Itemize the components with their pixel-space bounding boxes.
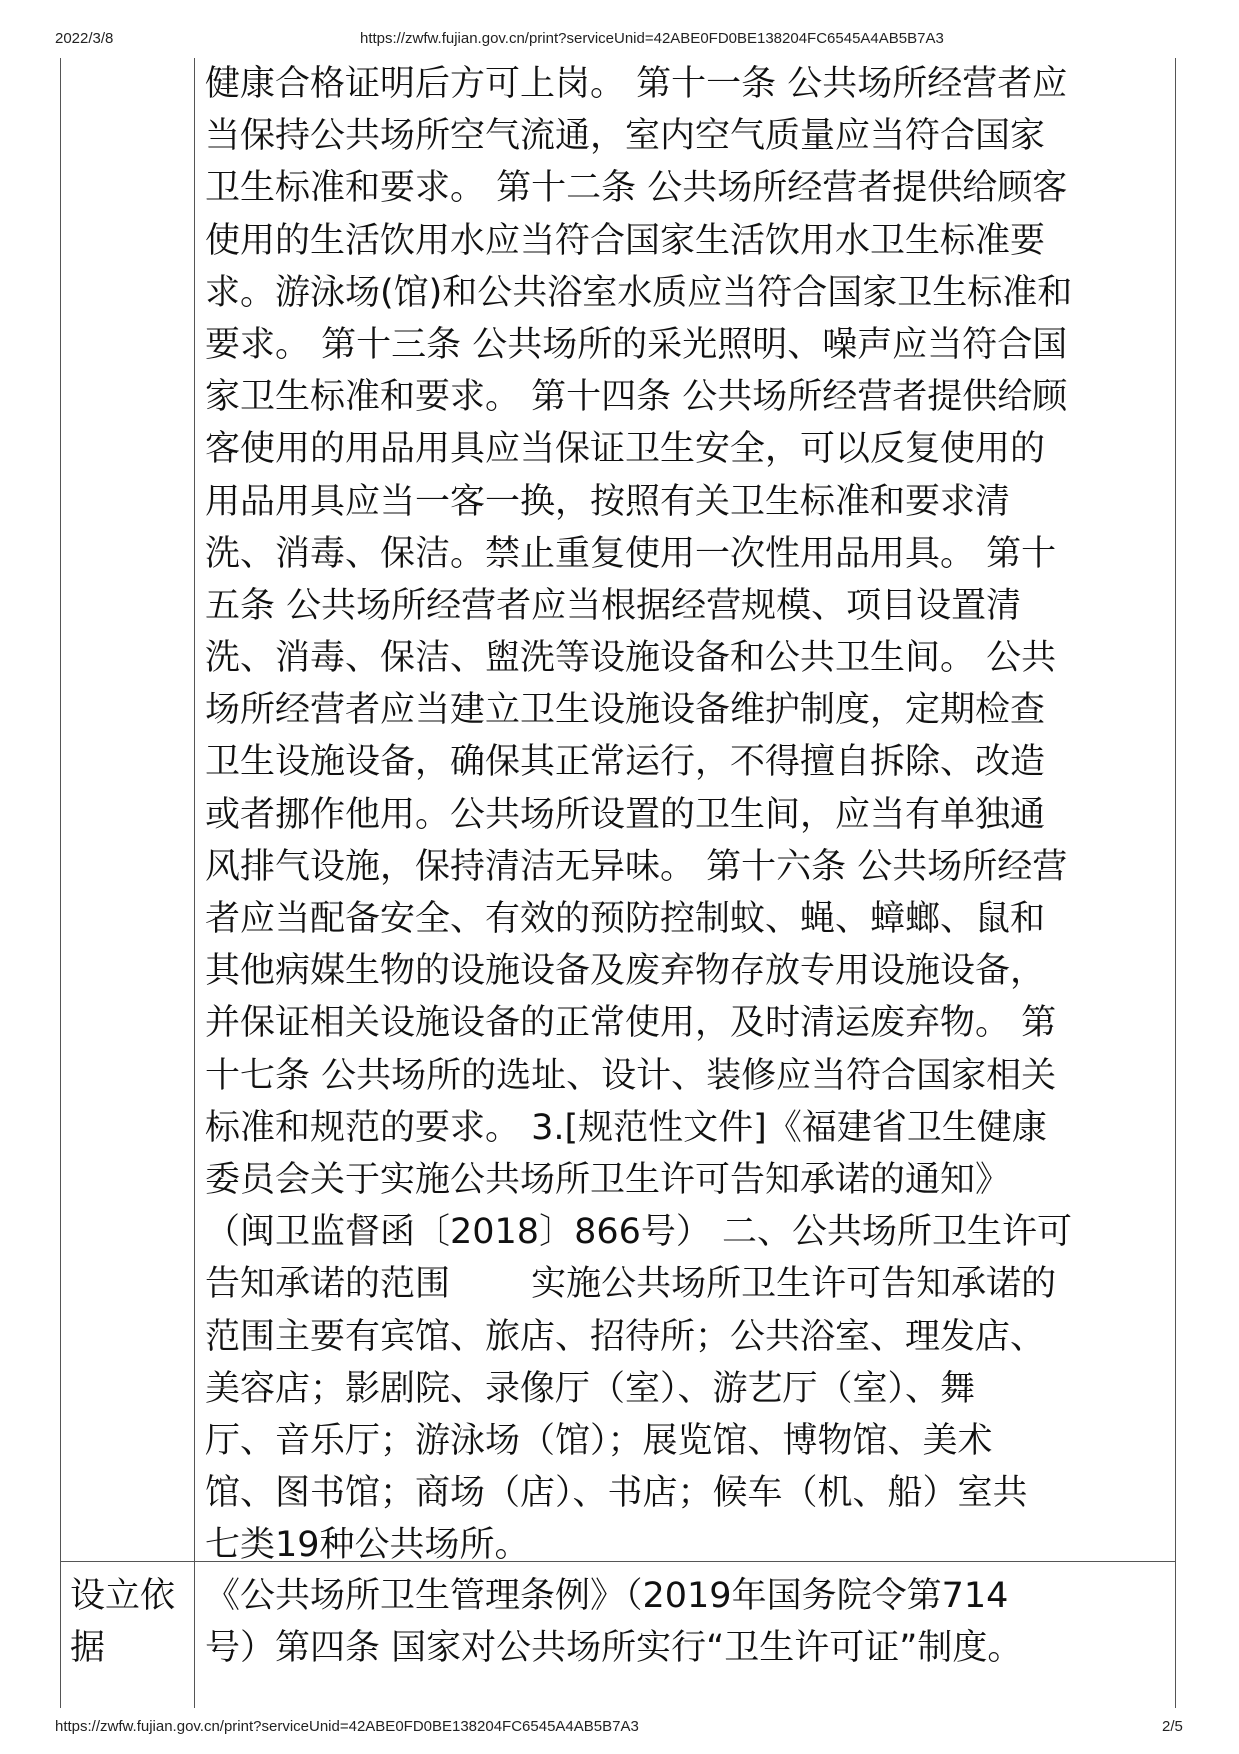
- text-line: 告知承诺的范围 实施公共场所卫生许可告知承诺的: [205, 1264, 1057, 1305]
- text-line: 并保证相关设施设备的正常使用，及时清运废弃物。 第: [205, 1003, 1057, 1044]
- text-line: 用品用具应当一客一换，按照有关卫生标准和要求清: [205, 481, 1011, 522]
- text-line: 洗、消毒、保洁、盥洗等设施设备和公共卫生间。 公共: [205, 638, 1057, 679]
- text-line: 范围主要有宾馆、旅店、招待所；公共浴室、理发店、: [205, 1316, 1046, 1357]
- header-url: https://zwfw.fujian.gov.cn/print?serviceUnid=42ABE0FD0BE138204FC6545A4AB5B7A3: [360, 30, 944, 47]
- text-line: 求。游泳场(馆)和公共浴室水质应当符合国家卫生标准和: [205, 272, 1073, 313]
- text-line: 洗、消毒、保洁。禁止重复使用一次性用品用具。 第十: [205, 533, 1057, 574]
- table-border-right: [1175, 58, 1176, 1708]
- basis-label-line: 据: [70, 1628, 106, 1668]
- table-border-left: [60, 58, 61, 1708]
- text-line: 标准和规范的要求。 3.[规范性文件]《福建省卫生健康: [205, 1107, 1047, 1148]
- text-line: 五条 公共场所经营者应当根据经营规模、项目设置清: [205, 585, 1022, 626]
- basis-content: [205, 1570, 1170, 1674]
- text-line: （闽卫监督函〔2018〕866号） 二、公共场所卫生许可: [205, 1212, 1073, 1253]
- regulation-text: [205, 58, 1170, 1571]
- text-line: 客使用的用品用具应当保证卫生安全，可以反复使用的: [205, 429, 1046, 470]
- text-line: 十七条 公共场所的选址、设计、装修应当符合国家相关: [205, 1055, 1057, 1096]
- page-number: 2/5: [1162, 1718, 1183, 1735]
- text-line: 当保持公共场所空气流通，室内空气质量应当符合国家: [205, 116, 1046, 157]
- text-line: 卫生标准和要求。 第十二条 公共场所经营者提供给顾客: [205, 168, 1068, 209]
- text-line: 健康合格证明后方可上岗。 第十一条 公共场所经营者应: [205, 64, 1068, 104]
- text-line: 家卫生标准和要求。 第十四条 公共场所经营者提供给顾: [205, 377, 1068, 418]
- text-line: 其他病媒生物的设施设备及废弃物存放专用设施设备，: [205, 951, 1046, 992]
- text-line: 者应当配备安全、有效的预防控制蚊、蝇、蟑螂、鼠和: [205, 899, 1046, 939]
- text-line: 卫生设施设备，确保其正常运行，不得擅自拆除、改造: [205, 742, 1046, 783]
- text-line: 场所经营者应当建立卫生设施设备维护制度，定期检查: [205, 690, 1046, 731]
- content-table: [60, 58, 1176, 1708]
- text-line: 美容店；影剧院、录像厅（室）、游艺厅（室）、舞: [205, 1368, 976, 1409]
- basis-label: [70, 1570, 195, 1674]
- footer-url: https://zwfw.fujian.gov.cn/print?serviceUnid=42ABE0FD0BE138204FC6545A4AB5B7A3: [55, 1718, 639, 1735]
- basis-label-line: 设立依: [70, 1576, 176, 1616]
- header-date: 2022/3/8: [55, 30, 114, 47]
- basis-text-line: 《公共场所卫生管理条例》（2019年国务院令第714: [205, 1576, 1009, 1616]
- text-line: 使用的生活饮用水应当符合国家生活饮用水卫生标准要: [205, 220, 1046, 261]
- text-line: 风排气设施，保持清洁无异味。 第十六条 公共场所经营: [205, 846, 1068, 887]
- text-line: 七类19种公共场所。: [205, 1525, 530, 1566]
- basis-text-line: 号）第四条 国家对公共场所实行“卫生许可证”制度。: [205, 1628, 1023, 1668]
- text-line: 馆、图书馆；商场（店）、书店；候车（机、船）室共: [205, 1473, 1028, 1514]
- text-line: 厅、音乐厅；游泳场（馆）；展览馆、博物馆、美术: [205, 1420, 993, 1461]
- text-line: 或者挪作他用。公共场所设置的卫生间，应当有单独通: [205, 794, 1046, 835]
- text-line: 委员会关于实施公共场所卫生许可告知承诺的通知》: [205, 1159, 1011, 1200]
- text-line: 要求。 第十三条 公共场所的采光照明、噪声应当符合国: [205, 324, 1068, 365]
- table-column-divider: [194, 58, 195, 1708]
